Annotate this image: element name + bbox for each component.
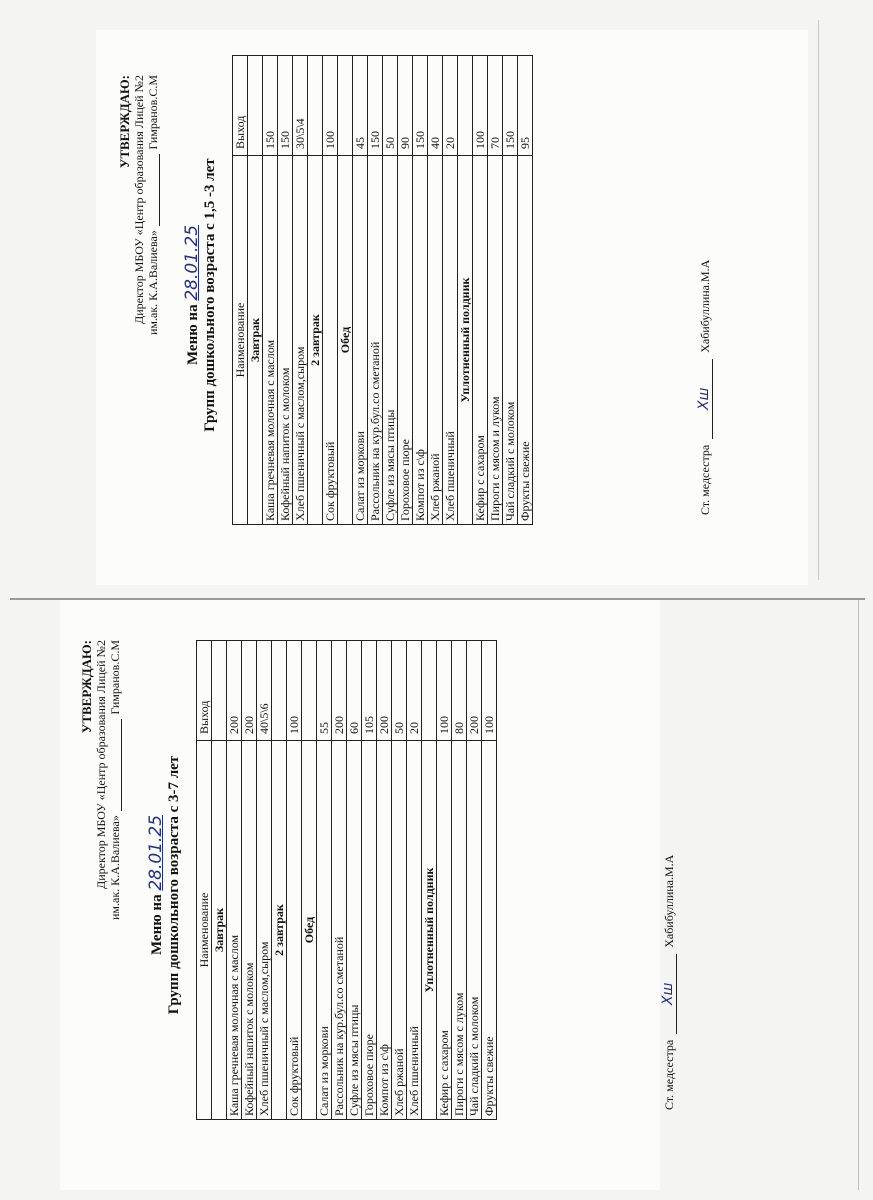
meal-section-row [338, 56, 353, 525]
table-row [482, 641, 497, 1120]
table-row [347, 641, 362, 1120]
dish-name: Сок фруктовый [287, 741, 302, 1120]
dish-output [422, 641, 437, 741]
table-row [362, 641, 377, 1120]
dish-output: 50 [392, 641, 407, 741]
dish-output: 200 [377, 641, 392, 741]
dish-output [302, 641, 317, 741]
dish-name: Хлеб ржаной [428, 156, 443, 525]
dish-name: Хлеб пшеничный с маслом,сыром [293, 156, 308, 525]
meal-section-name: Завтрак [212, 741, 227, 1120]
dish-output: 105 [362, 641, 377, 741]
menu-page-preschool [60, 600, 676, 1190]
dish-output [248, 56, 263, 156]
dish-output: 150 [263, 56, 278, 156]
dish-name: Пироги с мясом с луком [452, 741, 467, 1120]
dish-name: Сок фруктовый [323, 156, 338, 525]
dish-output: 100 [473, 56, 488, 156]
dish-output: 100 [323, 56, 338, 156]
dish-name: Рассольник на кур.бул.со сметаной [368, 156, 383, 525]
dish-output [272, 641, 287, 741]
meal-section-name: 2 завтрак [272, 741, 287, 1120]
meal-section-row [212, 641, 227, 1120]
dish-name: Гороховое пюре [362, 741, 377, 1120]
dish-name: Суфле из мясы птицы [347, 741, 362, 1120]
table-row [503, 56, 518, 525]
meal-section-name: Уплотненный полдник [422, 741, 437, 1120]
dish-output: 70 [488, 56, 503, 156]
table-row [443, 56, 458, 525]
dish-output: 100 [482, 641, 497, 741]
dish-output: 40 [428, 56, 443, 156]
table-row [287, 641, 302, 1120]
dish-output: 50 [383, 56, 398, 156]
meal-section-name: Обед [302, 741, 317, 1120]
group-title: Групп дошкольного возраста с 1,5 -3 лет [202, 158, 218, 432]
approval-blank [146, 154, 160, 227]
menu-table [232, 55, 533, 525]
approval-director: Директор МБОУ «Центр образования Лицей №2 [94, 640, 108, 889]
table-row [278, 56, 293, 525]
menu-prefix: Меню на [149, 894, 165, 956]
signature-block [660, 650, 677, 1110]
dish-name: Рассольник на кур.бул.со сметаной [332, 741, 347, 1120]
approval-block [80, 640, 122, 1150]
menu-date-title [146, 650, 166, 1120]
menu-table-body [197, 641, 497, 1120]
meal-section-row [272, 641, 287, 1120]
meal-section-row [458, 56, 473, 525]
approval-director-name: Гимранов.С.М [108, 640, 122, 715]
dish-name: Хлеб пшеничный с маслом,сыром [257, 741, 272, 1120]
dish-output: 90 [398, 56, 413, 156]
dish-name: Гороховое пюре [398, 156, 413, 525]
dish-name: Суфле из мясы птицы [383, 156, 398, 525]
dish-output [212, 641, 227, 741]
meal-section-name: Обед [338, 156, 353, 525]
dish-output: 80 [452, 641, 467, 741]
meal-section-row [308, 56, 323, 525]
dish-name: Чай сладкий с молоком [503, 156, 518, 525]
column-header-name: Наименование [233, 156, 248, 525]
table-row [377, 641, 392, 1120]
dish-name: Хлеб пшеничный [443, 156, 458, 525]
dish-name: Кофейный напиток с молоком [242, 741, 257, 1120]
dish-name: Кефир с сахаром [473, 156, 488, 525]
signer-role: Ст. медсестра [698, 444, 712, 515]
meal-section-row [422, 641, 437, 1120]
meal-section-name: Уплотненный полдник [458, 156, 473, 525]
column-header-name: Наименование [197, 741, 212, 1120]
menu-document-toddlers [106, 40, 796, 575]
scan-edge-line [858, 600, 859, 1190]
approval-signature-line [146, 75, 160, 555]
table-row [323, 56, 338, 525]
approval-school: им.ак. К.А.Валиева» [108, 815, 122, 920]
dish-name: Компот из с\ф [377, 741, 392, 1120]
signature-handwritten: Хш [696, 359, 713, 439]
table-row [392, 641, 407, 1120]
table-row [437, 641, 452, 1120]
table-row [398, 56, 413, 525]
table-header-row [197, 641, 212, 1120]
table-row [242, 641, 257, 1120]
approval-signature-line [108, 640, 122, 1150]
approval-heading: УТВЕРЖДАЮ: [79, 640, 94, 734]
dish-name: Салат из моркови [353, 156, 368, 525]
dish-name: Каша гречневая молочная с маслом [263, 156, 278, 525]
table-row [452, 641, 467, 1120]
dish-output: 40\5\6 [257, 641, 272, 741]
dish-output: 20 [407, 641, 422, 741]
table-row [263, 56, 278, 525]
table-row [518, 56, 533, 525]
table-row [227, 641, 242, 1120]
signature-handwritten: Хш [660, 954, 677, 1034]
dish-output: 30\5\4 [293, 56, 308, 156]
meal-section-row [248, 56, 263, 525]
dish-output: 45 [353, 56, 368, 156]
dish-output: 100 [287, 641, 302, 741]
dish-name: Каша гречневая молочная с маслом [227, 741, 242, 1120]
dish-output: 150 [278, 56, 293, 156]
table-row [353, 56, 368, 525]
menu-date-handwritten: 28.01.25 [182, 224, 202, 301]
menu-prefix: Меню на [185, 304, 201, 366]
table-row [407, 641, 422, 1120]
dish-output: 150 [413, 56, 428, 156]
dish-output [308, 56, 323, 156]
dish-output: 20 [443, 56, 458, 156]
scan-edge-line [818, 20, 819, 580]
table-row [488, 56, 503, 525]
table-row [293, 56, 308, 525]
title-block [182, 75, 219, 515]
meal-section-name: Завтрак [248, 156, 263, 525]
dish-name: Чай сладкий с молоком [467, 741, 482, 1120]
dish-output: 100 [437, 641, 452, 741]
title-block [146, 650, 183, 1120]
approval-school: им.ак. К.А.Валиева» [146, 230, 160, 335]
approval-heading: УТВЕРЖДАЮ: [117, 75, 132, 169]
dish-output: 150 [368, 56, 383, 156]
menu-document-preschool [70, 610, 760, 1180]
dish-name: Кефир с сахаром [437, 741, 452, 1120]
menu-date-title [182, 75, 202, 515]
approval-block [118, 75, 160, 555]
dish-name: Салат из моркови [317, 741, 332, 1120]
signer-name: Хабибуллина.М.А [662, 854, 676, 948]
dish-name: Кофейный напиток с молоком [278, 156, 293, 525]
approval-director-name: Гимранов.С.М [146, 75, 160, 150]
menu-page-toddlers [96, 30, 808, 585]
table-row [257, 641, 272, 1120]
dish-output: 200 [242, 641, 257, 741]
dish-name: Хлеб пшеничный [407, 741, 422, 1120]
table-header-row [233, 56, 248, 525]
dish-name: Фрукты свежие [518, 156, 533, 525]
dish-name: Хлеб ржаной [392, 741, 407, 1120]
signature-block [696, 75, 713, 515]
dish-name: Компот из с\ф [413, 156, 428, 525]
menu-table [196, 640, 497, 1120]
meal-section-row [302, 641, 317, 1120]
column-header-output: Выход [233, 56, 248, 156]
table-row [332, 641, 347, 1120]
approval-director: Директор МБОУ «Центр образования Лицей №2 [132, 75, 146, 324]
approval-blank [108, 719, 122, 812]
dish-output: 60 [347, 641, 362, 741]
signer-role: Ст. медсестра [662, 1039, 676, 1110]
table-row [368, 56, 383, 525]
menu-table-body [233, 56, 533, 525]
table-row [413, 56, 428, 525]
dish-name: Фрукты свежие [482, 741, 497, 1120]
dish-output [458, 56, 473, 156]
dish-name: Пироги с мясом и луком [488, 156, 503, 525]
dish-output [338, 56, 353, 156]
dish-output: 200 [227, 641, 242, 741]
dish-output: 95 [518, 56, 533, 156]
table-row [383, 56, 398, 525]
dish-output: 55 [317, 641, 332, 741]
menu-date-handwritten: 28.01.25 [146, 814, 166, 891]
table-row [473, 56, 488, 525]
table-row [317, 641, 332, 1120]
table-row [467, 641, 482, 1120]
dish-output: 200 [467, 641, 482, 741]
column-header-output: Выход [197, 641, 212, 741]
table-row [428, 56, 443, 525]
signer-name: Хабибуллина.М.А [698, 259, 712, 353]
meal-section-name: 2 завтрак [308, 156, 323, 525]
dish-output: 200 [332, 641, 347, 741]
dish-output: 150 [503, 56, 518, 156]
group-title: Групп дошкольного возраста с 3-7 лет [166, 755, 182, 1015]
